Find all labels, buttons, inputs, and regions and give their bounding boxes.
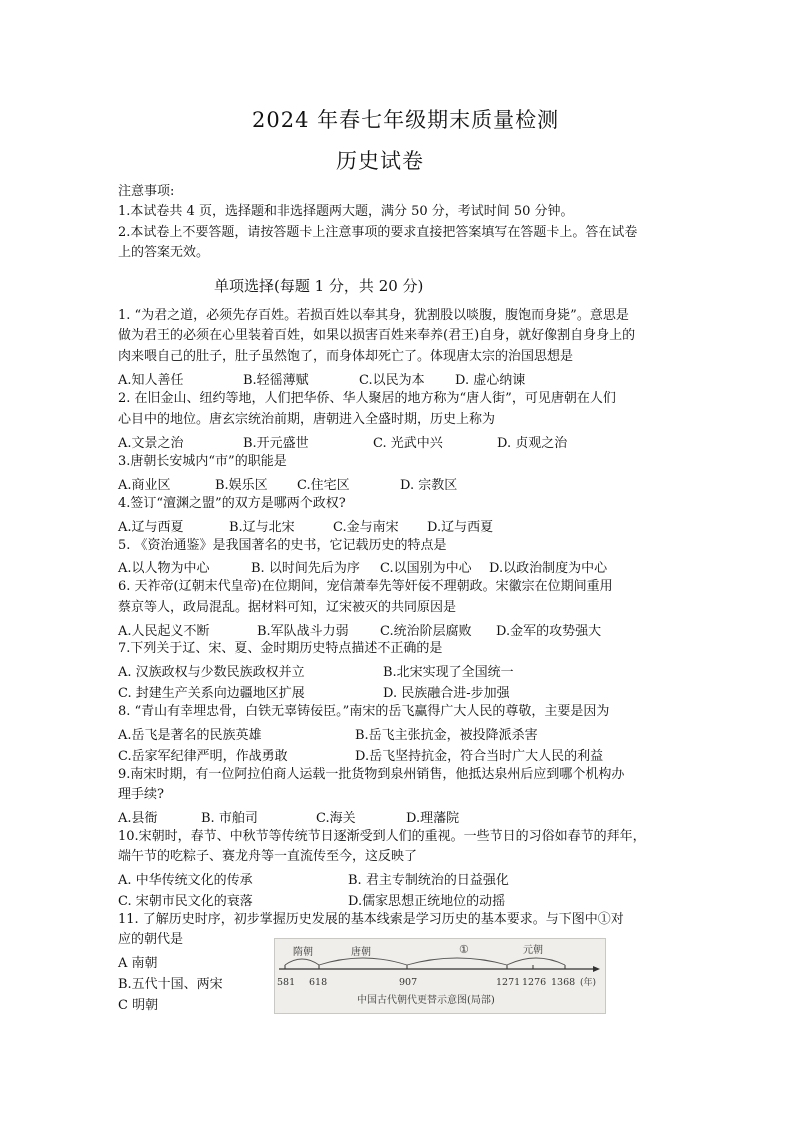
- q5-line-1: 5. 《资治通鉴》是我国著名的史书，它记载历史的特点是: [118, 538, 447, 553]
- q11-line-1: 11. 了解历史时序，初步掌握历史发展的基本线索是学习历史的基本要求。与下图中①对: [118, 912, 624, 927]
- bracket-sui: [285, 959, 319, 965]
- bracket-circle: [407, 958, 507, 965]
- q6-option-c: C.统治阶层腐败: [380, 624, 472, 639]
- q4-option-c: C.金与南宋: [333, 520, 399, 535]
- label-tang: 唐朝: [351, 947, 371, 958]
- q3-option-b: B.娱乐区: [215, 478, 268, 493]
- q7-option-b: B.北宋实现了全国统一: [383, 665, 514, 680]
- year-907: 907: [399, 977, 418, 988]
- q2-option-c: C. 光武中兴: [373, 436, 443, 451]
- q1-option-d: D. 虚心纳谏: [455, 373, 526, 388]
- q5-option-d: D.以政治制度为中心: [489, 561, 608, 576]
- q9-option-d: D.理藩院: [406, 811, 460, 826]
- q2-option-b: B.开元盛世: [243, 436, 309, 451]
- q7-option-c: C. 封建生产关系向边疆地区扩展: [118, 686, 305, 701]
- bracket-yuan: [507, 958, 565, 965]
- q4-option-a: A.辽与西夏: [118, 520, 184, 535]
- q5-option-a: A.以人物为中心: [118, 561, 210, 576]
- q4-option-d: D.辽与西夏: [427, 520, 494, 535]
- q11-line-2: 应的朝代是: [118, 932, 184, 947]
- q6-option-a: A.人民起义不断: [118, 624, 210, 639]
- q1-line-2: 做为君王的必须在心里装着百姓，如果以损害百姓来奉养(君王)自身，就好像割自身身上的: [118, 328, 636, 343]
- q4-line-1: 4.签订“澶渊之盟”的双方是哪两个政权?: [118, 496, 346, 511]
- notes-heading: 注意事项:: [118, 184, 175, 199]
- year-unit: (年): [580, 978, 597, 988]
- q1-line-3: 肉来喂自己的肚子，肚子虽然饱了，而身体却死亡了。体现唐太宗的治国思想是: [118, 349, 574, 364]
- exam-title: 2024 年春七年级期末质量检测: [252, 108, 560, 132]
- q7-line-1: 7.下列关于辽、宋、夏、金时期历史特点描述不正确的是: [118, 641, 443, 656]
- notes-line-2b: 上的答案无效。: [118, 245, 210, 260]
- bracket-tang: [319, 958, 407, 965]
- q1-option-c: C.以民为本: [359, 373, 425, 388]
- q6-line-2: 蔡京等人，政局混乱。据材料可知，辽宋被灭的共同原因是: [118, 600, 457, 615]
- q7-option-a: A. 汉族政权与少数民族政权并立: [118, 665, 305, 680]
- timeline-arrow-icon: [593, 966, 600, 972]
- q3-option-a: A.商业区: [118, 478, 171, 493]
- q11-option-c: C 明朝: [118, 998, 159, 1013]
- q2-line-2: 心目中的地位。唐玄宗统治前期，唐朝进入全盛时期，历史上称为: [118, 412, 496, 427]
- q2-option-a: A.文景之治: [118, 436, 184, 451]
- q3-line-1: 3.唐朝长安城内“市”的职能是: [118, 454, 287, 469]
- q2-option-d: D. 贞观之治: [497, 436, 568, 451]
- year-618: 618: [309, 977, 328, 988]
- year-581: 581: [277, 977, 296, 988]
- q6-option-b: B.军队战斗力弱: [257, 624, 349, 639]
- q9-option-a: A.县衙: [118, 811, 158, 826]
- section-heading: 单项选择(每题 1 分，共 20 分): [214, 277, 424, 295]
- q11-option-a: A 南朝: [118, 956, 158, 971]
- timeline-caption: 中国古代朝代更替示意图(局部): [357, 995, 495, 1006]
- q1-option-b: B.轻徭薄赋: [243, 373, 309, 388]
- q9-line-1: 9.南宋时期，有一位阿拉伯商人运载一批货物到泉州销售，他抵达泉州后应到哪个机构办: [118, 767, 625, 782]
- q11-option-b: B.五代十国、两宋: [118, 977, 223, 992]
- q8-option-a: A.岳飞是著名的民族英雄: [118, 728, 262, 743]
- q10-line-2: 端午节的吃粽子、赛龙舟等一直流传至今，这反映了: [118, 849, 418, 864]
- label-sui: 隋朝: [293, 947, 313, 958]
- q10-option-a: A. 中华传统文化的传承: [118, 873, 253, 888]
- q3-option-d: D. 宗教区: [400, 478, 458, 493]
- q9-option-b: B. 市舶司: [201, 811, 258, 826]
- q1-line-1: 1. “为君之道，必须先存百姓。若损百姓以奉其身，犹割股以啖腹，腹饱而身毙”。意思是: [118, 308, 629, 323]
- q10-option-b: B. 君主专制统治的日益强化: [348, 873, 509, 888]
- q10-option-d: D.儒家思想正统地位的动摇: [348, 894, 506, 909]
- timeline-figure: [274, 938, 606, 1014]
- q4-option-b: B.辽与北宋: [229, 520, 295, 535]
- q5-option-b: B. 以时间先后为序: [251, 561, 360, 576]
- year-1271: 1271: [496, 977, 521, 988]
- year-1276: 1276: [522, 977, 547, 988]
- q9-line-2: 理手续?: [118, 787, 164, 802]
- q8-option-d: D.岳飞坚持抗金，符合当时广大人民的利益: [355, 749, 604, 764]
- q8-line-1: 8. “青山有幸埋忠骨，白铁无辜铸佞臣。”南宋的岳飞赢得广大人民的尊敬，主要是因为: [118, 704, 610, 719]
- label-circle: ①: [459, 943, 469, 956]
- q3-option-c: C.住宅区: [297, 478, 350, 493]
- q2-line-1: 2. 在旧金山、纽约等地，人们把华侨、华人聚居的地方称为“唐人街”，可见唐朝在人们: [118, 391, 616, 406]
- q5-option-c: C.以国别为中心: [380, 561, 472, 576]
- year-1368: 1368: [551, 977, 576, 988]
- q7-option-d: D. 民族融合进-步加强: [383, 686, 510, 701]
- exam-subtitle: 历史试卷: [336, 149, 424, 173]
- q9-option-c: C.海关: [316, 811, 356, 826]
- q10-option-c: C. 宋朝市民文化的衰落: [118, 894, 253, 909]
- q6-line-1: 6. 天祚帝(辽朝末代皇帝)在位期间，宠信萧奉先等奸佞不理朝政。宋徽宗在位期间重用: [118, 579, 613, 594]
- label-yuan: 元朝: [523, 945, 543, 956]
- notes-line-1: 1.本试卷共 4 页，选择题和非选择题两大题，满分 50 分，考试时间 50 分钟。: [118, 204, 574, 219]
- q6-option-d: D.金军的攻势强大: [496, 624, 602, 639]
- q10-line-1: 10.宋朝时，春节、中秋节等传统节日逐渐受到人们的重视。一些节日的习俗如春节的拜年，: [118, 829, 646, 844]
- timeline-svg: [275, 939, 605, 1013]
- q8-option-b: B.岳飞主张抗金，被投降派杀害: [355, 728, 538, 743]
- q1-option-a: A.知人善任: [118, 373, 184, 388]
- notes-line-2a: 2.本试卷上不要答题，请按答题卡上注意事项的要求直接把答案填写在答题卡上。答在试卷: [118, 225, 638, 240]
- q8-option-c: C.岳家军纪律严明，作战勇敢: [118, 749, 288, 764]
